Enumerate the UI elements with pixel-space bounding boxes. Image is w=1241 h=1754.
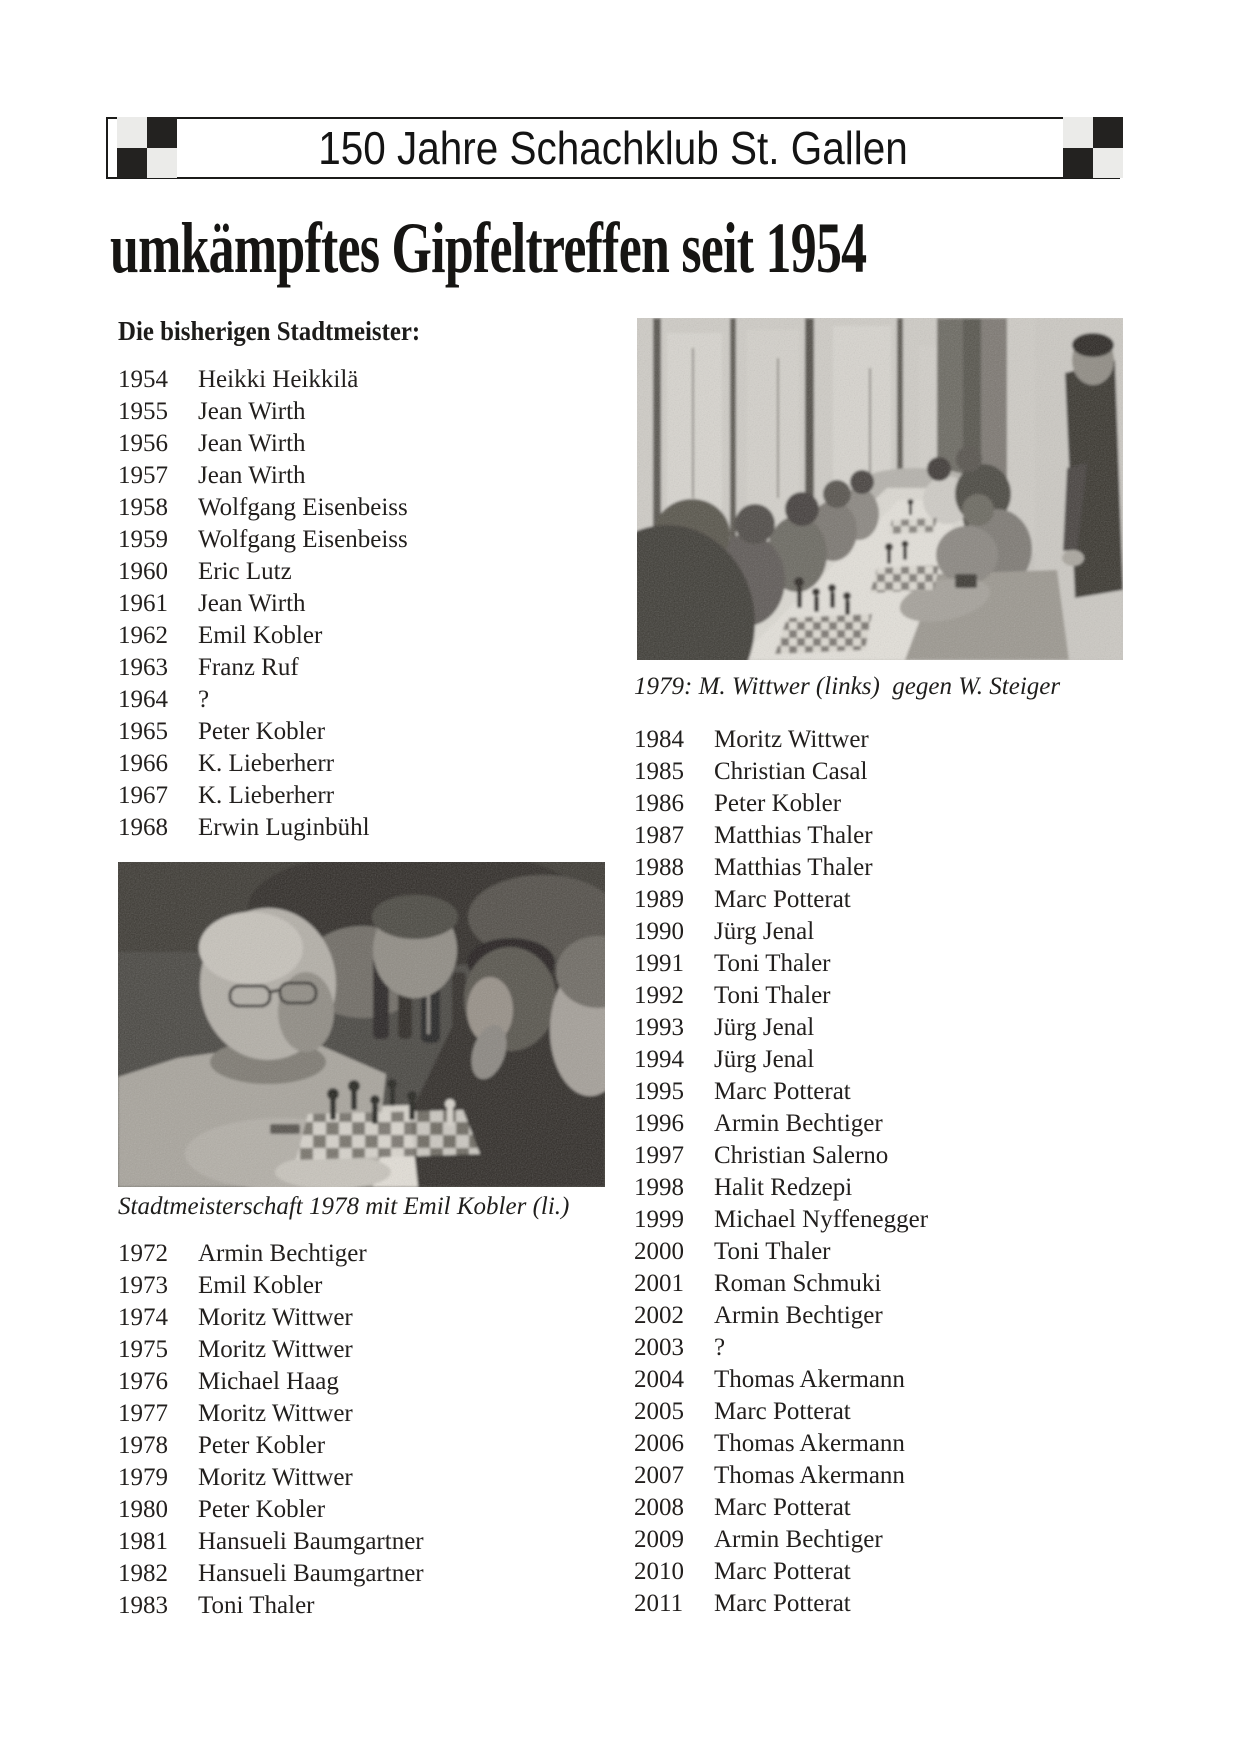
champion-year: 1993 [634,1014,684,1041]
champion-year: 1973 [118,1272,168,1299]
champion-row [634,1364,928,1396]
champion-row [634,948,928,980]
champion-row [118,396,408,428]
checker-square [147,148,177,179]
champion-year: 1962 [118,622,168,649]
champion-name: Toni Thaler [714,950,831,977]
champion-year: 1974 [118,1304,168,1331]
champion-row [634,724,928,756]
champion-name: Hansueli Baumgartner [198,1528,424,1555]
champion-year: 1988 [634,854,684,881]
champion-name: Jürg Jenal [714,918,815,945]
champion-row [118,1334,424,1366]
champion-name: Marc Potterat [714,1558,851,1585]
section-heading: Die bisherigen Stadtmeister: [118,316,421,346]
page-title: umkämpftes Gipfeltreffen seit 1954 [110,208,867,288]
checker-square [1093,117,1123,148]
champion-row [634,788,928,820]
champion-name: ? [714,1334,726,1361]
champion-row [634,1236,928,1268]
champion-year: 1992 [634,982,684,1009]
champion-year: 1984 [634,726,684,753]
champion-row [634,1588,928,1620]
champion-year: 1977 [118,1400,168,1427]
champion-year: 2001 [634,1270,684,1297]
champion-row [634,1300,928,1332]
champion-row [118,492,408,524]
champion-year: 1990 [634,918,684,945]
champion-row [634,1076,928,1108]
champion-name: Erwin Luginbühl [198,814,370,841]
page-header-banner [106,117,1120,179]
champion-year: 1987 [634,822,684,849]
champion-row [634,1012,928,1044]
champion-name: Toni Thaler [714,982,831,1009]
champion-row [118,588,408,620]
champion-row [118,684,408,716]
champion-year: 1996 [634,1110,684,1137]
champion-year: 1980 [118,1496,168,1523]
champion-year: 1961 [118,590,168,617]
champion-year: 1963 [118,654,168,681]
champion-row [634,1556,928,1588]
champion-name: Christian Casal [714,758,868,785]
champion-year: 1966 [118,750,168,777]
champion-year: 1983 [118,1592,168,1619]
champion-row [634,1108,928,1140]
champion-name: Marc Potterat [714,1494,851,1521]
champion-name: Hansueli Baumgartner [198,1560,424,1587]
champion-year: 1964 [118,686,168,713]
champion-name: Wolfgang Eisenbeiss [198,526,408,553]
champions-list-1954-1968 [118,364,408,844]
champion-name: Michael Nyffenegger [714,1206,929,1233]
champion-year: 1965 [118,718,168,745]
champion-row [118,524,408,556]
champions-list-1984-2011 [634,724,928,1620]
champion-row [118,1430,424,1462]
champion-year: 1958 [118,494,168,521]
champion-row [118,748,408,780]
champion-year: 1989 [634,886,684,913]
checker-square [117,117,147,148]
champion-row [634,1428,928,1460]
champion-row [118,364,408,396]
champion-row [634,1396,928,1428]
champion-name: Moritz Wittwer [198,1336,353,1363]
champion-year: 1994 [634,1046,684,1073]
champion-name: Thomas Akermann [714,1462,905,1489]
champion-year: 1960 [118,558,168,585]
champion-year: 2008 [634,1494,684,1521]
champion-year: 2000 [634,1238,684,1265]
champion-row [118,780,408,812]
champion-year: 1985 [634,758,684,785]
champion-year: 1999 [634,1206,684,1233]
champion-name: Marc Potterat [714,886,851,913]
photo-1979-tournament-image [637,318,1123,660]
champion-year: 1986 [634,790,684,817]
champion-year: 1975 [118,1336,168,1363]
champion-row [118,1302,424,1334]
photo-caption-1978: Stadtmeisterschaft 1978 mit Emil Kobler (li.) [118,1193,570,1220]
champion-row [118,1270,424,1302]
champion-year: 1957 [118,462,168,489]
champion-name: Moritz Wittwer [198,1304,353,1331]
champion-row [634,852,928,884]
champion-year: 2004 [634,1366,684,1393]
champion-name: Moritz Wittwer [714,726,869,753]
champion-year: 1959 [118,526,168,553]
champion-row [118,1462,424,1494]
champion-name: Emil Kobler [198,1272,323,1299]
champion-row [634,756,928,788]
champion-year: 2003 [634,1334,684,1361]
champion-name: Thomas Akermann [714,1430,905,1457]
champion-name: Christian Salerno [714,1142,889,1169]
champion-row [118,1366,424,1398]
chessboard-motif-left-icon [117,117,177,178]
champion-name: Heikki Heikkilä [198,366,359,393]
champion-name: Halit Redzepi [714,1174,853,1201]
champion-name: Armin Bechtiger [714,1110,883,1137]
champion-name: Michael Haag [198,1368,339,1395]
champion-name: Marc Potterat [714,1398,851,1425]
champion-row [634,1140,928,1172]
champion-name: Marc Potterat [714,1078,851,1105]
champion-year: 1979 [118,1464,168,1491]
champion-name: Peter Kobler [198,1496,326,1523]
champion-row [118,1590,424,1622]
champion-row [634,1204,928,1236]
champion-name: Emil Kobler [198,622,323,649]
champions-list-1972-1983 [118,1238,424,1622]
photo-caption-1979: 1979: M. Wittwer (links) gegen W. Steiger [634,673,1061,700]
champion-row [118,428,408,460]
champion-name: Matthias Thaler [714,822,873,849]
champion-year: 2002 [634,1302,684,1329]
champion-year: 1991 [634,950,684,977]
checker-square [147,117,177,148]
champion-row [118,652,408,684]
champion-row [634,1172,928,1204]
champion-name: Moritz Wittwer [198,1400,353,1427]
champion-name: Armin Bechtiger [714,1302,883,1329]
champion-name: Jürg Jenal [714,1014,815,1041]
checker-square [1093,148,1123,179]
champion-year: 1997 [634,1142,684,1169]
champion-name: Jean Wirth [198,398,306,425]
champion-row [634,1460,928,1492]
champion-year: 2006 [634,1430,684,1457]
champion-row [118,620,408,652]
champion-row [634,980,928,1012]
photo-1978-match [118,862,605,1187]
champion-row [634,1524,928,1556]
champion-row [634,1332,928,1364]
champion-name: K. Lieberherr [198,750,335,777]
champion-row [118,1494,424,1526]
champion-row [634,884,928,916]
champion-name: Jürg Jenal [714,1046,815,1073]
champion-name: Marc Potterat [714,1590,851,1617]
champion-year: 2005 [634,1398,684,1425]
champion-year: 2007 [634,1462,684,1489]
checker-square [1063,117,1093,148]
champion-row [118,1558,424,1590]
champion-name: Eric Lutz [198,558,292,585]
champion-name: Jean Wirth [198,590,306,617]
champion-row [118,1238,424,1270]
champion-year: 1998 [634,1174,684,1201]
champion-name: Peter Kobler [714,790,842,817]
champion-row [634,1268,928,1300]
champion-year: 2009 [634,1526,684,1553]
champion-year: 1981 [118,1528,168,1555]
champion-name: Jean Wirth [198,462,306,489]
champion-row [634,1044,928,1076]
champion-row [634,1492,928,1524]
checker-square [1063,148,1093,179]
photo-1978-match-image [118,862,605,1187]
champion-name: Thomas Akermann [714,1366,905,1393]
champion-year: 1954 [118,366,168,393]
champion-row [118,812,408,844]
checker-square [117,148,147,179]
champion-year: 2011 [634,1590,684,1617]
champion-name: Wolfgang Eisenbeiss [198,494,408,521]
champion-name: Peter Kobler [198,718,326,745]
champion-name: ? [198,686,210,713]
champion-year: 1976 [118,1368,168,1395]
champion-year: 1972 [118,1240,168,1267]
champion-row [118,460,408,492]
champion-name: Peter Kobler [198,1432,326,1459]
banner-title: 150 Jahre Schachklub St. Gallen [318,122,908,174]
champion-name: Armin Bechtiger [714,1526,883,1553]
champion-year: 2010 [634,1558,684,1585]
champion-row [118,716,408,748]
champion-name: Franz Ruf [198,654,299,681]
champion-year: 1982 [118,1560,168,1587]
photo-1979-tournament [637,318,1123,660]
champion-year: 1955 [118,398,168,425]
champion-row [118,556,408,588]
champion-year: 1967 [118,782,168,809]
champion-name: Matthias Thaler [714,854,873,881]
champion-year: 1968 [118,814,168,841]
champion-row [118,1398,424,1430]
champion-year: 1956 [118,430,168,457]
champion-name: Toni Thaler [714,1238,831,1265]
champion-name: Roman Schmuki [714,1270,882,1297]
champion-row [634,916,928,948]
champion-row [634,820,928,852]
chessboard-motif-right-icon [1063,117,1123,178]
champion-row [118,1526,424,1558]
champion-name: Toni Thaler [198,1592,315,1619]
champion-year: 1978 [118,1432,168,1459]
champion-name: Armin Bechtiger [198,1240,367,1267]
champion-name: Jean Wirth [198,430,306,457]
champion-name: K. Lieberherr [198,782,335,809]
champion-year: 1995 [634,1078,684,1105]
champion-name: Moritz Wittwer [198,1464,353,1491]
